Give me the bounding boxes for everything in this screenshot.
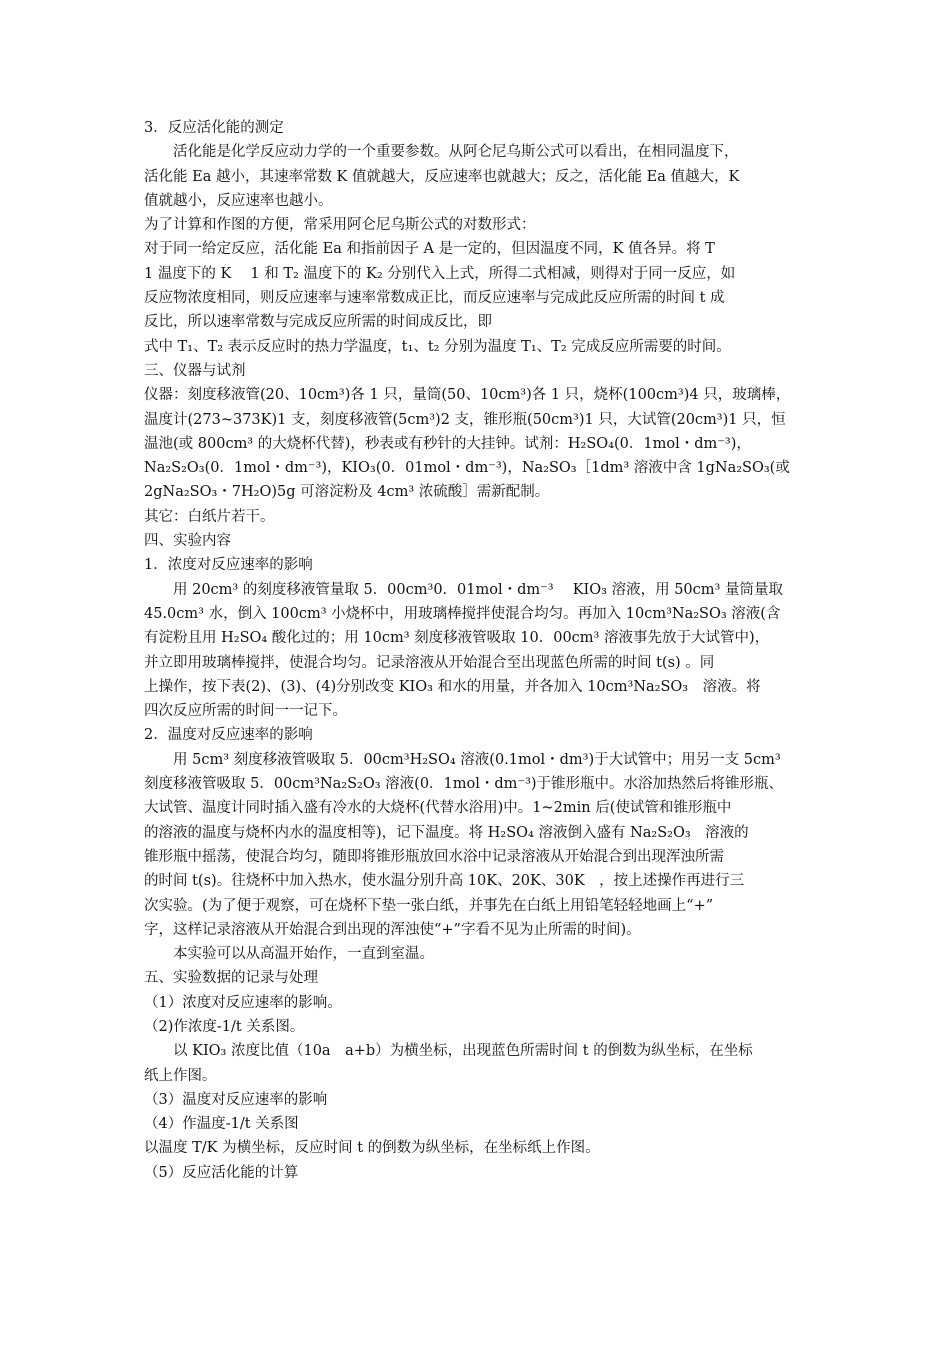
text-line: 温度计(273~373K)1 支，刻度移液管(5cm³)2 支，锥形瓶(50cm³)1 只，大试管(20cm³)1 只，恒 (144, 411, 786, 428)
text-line: 四次反应所需的时间一一记下。 (144, 703, 347, 720)
text-line: 2．温度对反应速率的影响 (144, 727, 313, 744)
text-line: 的时间 t(s)。往烧杯中加入热水，使水温分别升高 10K、20K、30K ，按上述操作再进行三 (144, 873, 745, 890)
text-line: 反应物浓度相同，则反应速率与速率常数成正比，而反应速率与完成此反应所需的时间 t 成 (144, 290, 725, 307)
text-line: 以温度 T/K 为横坐标，反应时间 t 的倒数为纵坐标，在坐标纸上作图。 (144, 1140, 600, 1157)
text-line: 本实验可以从高温开始作，一直到室温。 (173, 946, 434, 963)
text-line: 纸上作图。 (144, 1067, 217, 1084)
text-line: 字，这样记录溶液从开始混合到出现的浑浊使“+”字看不见为止所需的时间)。 (144, 921, 641, 938)
text-line: 锥形瓶中摇荡，使混合均匀，随即将锥形瓶放回水浴中记录溶液从开始混合到出现浑浊所需 (144, 848, 724, 865)
text-line: 温池(或 800cm³ 的大烧杯代替)，秒表或有秒针的大挂钟。试剂：H₂SO₄(0．1mol・dm⁻³)， (144, 435, 751, 452)
text-line: （2)作浓度-1/t 关系图。 (144, 1018, 305, 1035)
text-line: 反比，所以速率常数与完成反应所需的时间成反比，即 (144, 314, 492, 331)
text-line: 值就越小，反应速率也越小。 (144, 192, 333, 209)
text-line: 的溶液的温度与烧杯内水的温度相等)，记下温度。将 H₂SO₄ 溶液倒入盛有 Na₂S₂O₃ 溶液的 (144, 824, 749, 841)
text-line: 活化能是化学反应动力学的一个重要参数。从阿仑尼乌斯公式可以看出，在相同温度下， (173, 144, 739, 161)
text-line: （1）浓度对反应速率的影响。 (144, 994, 342, 1011)
text-line: 四、实验内容 (144, 533, 231, 550)
text-line: 对于同一给定反应，活化能 Ea 和指前因子 A 是一定的，但因温度不同，K 值各异。将 T (144, 241, 715, 258)
text-line: 用 5cm³ 刻度移液管吸取 5．00cm³H₂SO₄ 溶液(0.1mol・dm³)于大试管中；用另一支 5cm³ (173, 751, 781, 768)
text-line: 仪器：刻度移液管(20、10cm³)各 1 只，量筒(50、10cm³)各 1 只，烧杯(100cm³)4 只，玻璃棒， (144, 387, 791, 404)
text-line: 其它：白纸片若干。 (144, 508, 275, 525)
text-line: Na₂S₂O₃(0．1mol・dm⁻³)，KIO₃(0．01mol・dm⁻³)，Na₂SO₃［1dm³ 溶液中含 1gNa₂SO₃(或 (144, 460, 790, 477)
text-line: 1 温度下的 K 1 和 T₂ 温度下的 K₂ 分别代入上式，所得二式相减，则得对于同一反应，如 (144, 265, 736, 282)
text-line: 45.0cm³ 水，倒入 100cm³ 小烧杯中，用玻璃棒搅拌使混合均匀。再加入 10cm³Na₂SO₃ 溶液(含 (144, 605, 781, 622)
document-body (144, 116, 812, 1185)
text-line: 活化能 Ea 越小，其速率常数 K 值就越大，反应速率也就越大；反之，活化能 Ea 值越大，K (144, 168, 740, 185)
text-line: 大试管、温度计同时插入盛有冷水的大烧杯(代替水浴用)中。1~2min 后(使试管和锥形瓶中 (144, 800, 732, 817)
text-line: 2gNa₂SO₃・7H₂O)5g 可溶淀粉及 4cm³ 浓硫酸］需新配制。 (144, 484, 550, 501)
text-line: 为了计算和作图的方便，常采用阿仑尼乌斯公式的对数形式： (144, 217, 536, 234)
text-line: 刻度移液管吸取 5．00cm³Na₂S₂O₃ 溶液(0．1mol・dm⁻³)于锥形瓶中。水浴加热然后将锥形瓶、 (144, 776, 784, 793)
text-line: 式中 T₁、T₂ 表示反应时的热力学温度，t₁、t₂ 分别为温度 T₁、T₂ 完成反应所需要的时间。 (144, 338, 731, 355)
text-line: 次实验。(为了便于观察，可在烧杯下垫一张白纸，并事先在白纸上用铅笔轻轻地画上“+” (144, 897, 714, 914)
text-line: 五、实验数据的记录与处理 (144, 970, 318, 987)
text-line: （3）温度对反应速率的影响 (144, 1091, 328, 1108)
text-line: （4）作温度-1/t 关系图 (144, 1116, 299, 1133)
text-line: 1．浓度对反应速率的影响 (144, 557, 313, 574)
text-line: 3．反应活化能的测定 (144, 120, 284, 136)
text-line: 上操作，按下表(2)、(3)、(4)分别改变 KIO₃ 和水的用量，并各加入 10cm³Na₂SO₃ 溶液。将 (144, 678, 761, 695)
text-line: 并立即用玻璃棒搅拌，使混合均匀。记录溶液从开始混合至出现蓝色所需的时间 t(s) 。同 (144, 654, 715, 671)
text-line: 三、仪器与试剂 (144, 362, 246, 379)
text-line: 有淀粉且用 H₂SO₄ 酸化过的；用 10cm³ 刻度移液管吸取 10．00cm³ 溶液事先放于大试管中)， (144, 630, 770, 647)
text-line: 用 20cm³ 的刻度移液管量取 5．00cm³0．01mol・dm⁻³ KIO₃ 溶液，用 50cm³ 量筒量取 (173, 581, 783, 598)
text-line: （5）反应活化能的计算 (144, 1164, 299, 1181)
text-line: 以 KIO₃ 浓度比值（10a a+b）为横坐标，出现蓝色所需时间 t 的倒数为纵坐标，在坐标 (173, 1043, 753, 1060)
